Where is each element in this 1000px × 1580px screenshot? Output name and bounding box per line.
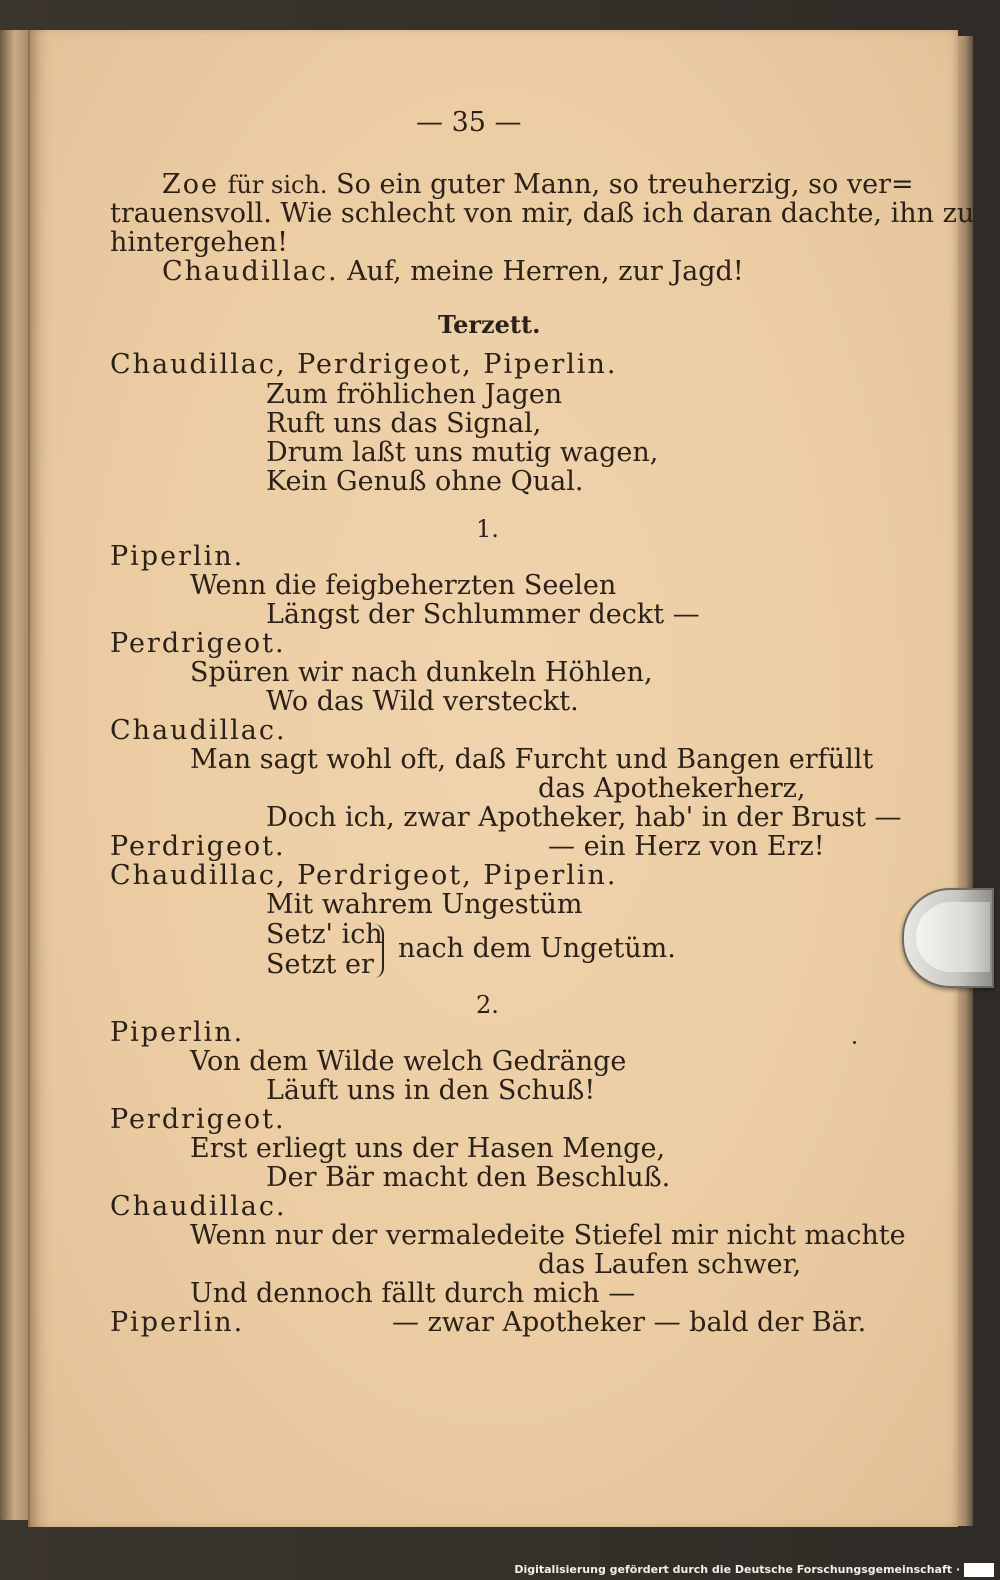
speaker-perdrigeot: Perdrigeot. xyxy=(110,628,286,659)
curly-brace xyxy=(370,924,384,978)
intro-text-4: Auf, meine Herren, zur Jagd! xyxy=(347,256,744,287)
verse-line: Mit wahrem Ungestüm xyxy=(266,889,583,920)
verse-line: das Laufen schwer, xyxy=(538,1249,802,1280)
verse-line: Wo das Wild versteckt. xyxy=(266,686,579,717)
verse-line: Und dennoch fällt durch mich — xyxy=(190,1278,636,1309)
verse-line: das Apothekerherz, xyxy=(538,773,806,804)
verse-line: Man sagt wohl oft, daß Furcht und Bangen erfüllt xyxy=(190,744,874,775)
speaker-chaudillac: Chaudillac. xyxy=(162,256,339,287)
ink-speck xyxy=(853,1041,856,1044)
verse-number-1: 1. xyxy=(476,515,499,543)
speaker-perdrigeot: Perdrigeot. xyxy=(110,831,286,862)
speaker-all: Chaudillac, Perdrigeot, Piperlin. xyxy=(110,860,618,891)
verse-line: Läuft uns in den Schuß! xyxy=(266,1075,596,1106)
dfg-logo xyxy=(964,1563,994,1577)
section-title: Terzett. xyxy=(438,310,541,339)
verse-line: Wenn nur der vermaledeite Stiefel mir nicht machte xyxy=(190,1220,906,1251)
brace-line-a: Setz' ich xyxy=(266,919,383,950)
brace-text: nach dem Ungetüm. xyxy=(398,933,676,964)
speaker-piperlin: Piperlin. xyxy=(110,541,245,572)
intro-line-4 xyxy=(162,257,744,287)
intro-line-1 xyxy=(162,170,914,200)
chorus-speakers: Chaudillac, Perdrigeot, Piperlin. xyxy=(110,349,618,380)
brace-line-b: Setzt er xyxy=(266,949,374,980)
intro-text-1: So ein guter Mann, so treuherzig, so ver= xyxy=(336,169,914,200)
page-number: — 35 — xyxy=(416,107,522,138)
chorus-line: Zum fröhlichen Jagen xyxy=(266,379,563,410)
verse-line: Wenn die feigbeherzten Seelen xyxy=(190,570,617,601)
chorus-line: Drum laßt uns mutig wagen, xyxy=(266,437,659,468)
speaker-zoe: Zoe xyxy=(162,169,219,200)
speaker-piperlin: Piperlin. xyxy=(110,1017,245,1048)
verse-line: Erst erliegt uns der Hasen Menge, xyxy=(190,1133,666,1164)
intro-line-2: trauensvoll. Wie schlecht von mir, daß ich daran dachte, ihn zu xyxy=(110,198,975,229)
chorus-line: Ruft uns das Signal, xyxy=(266,408,542,439)
intro-line-3: hintergehen! xyxy=(110,227,289,258)
chorus-line: Kein Genuß ohne Qual. xyxy=(266,466,584,497)
verse-number-2: 2. xyxy=(476,991,499,1019)
speaker-perdrigeot: Perdrigeot. xyxy=(110,1104,286,1135)
verse-line: Spüren wir nach dunkeln Höhlen, xyxy=(190,657,653,688)
verse-line: Längst der Schlummer deckt — xyxy=(266,599,700,630)
footer-credit: Digitalisierung gefördert durch die Deutsche Forschungsgemeinschaft · xyxy=(514,1563,960,1576)
speaker-piperlin: Piperlin. xyxy=(110,1307,245,1338)
page-clip-tab xyxy=(902,888,994,988)
verse-line: Von dem Wilde welch Gedränge xyxy=(190,1046,627,1077)
speaker-chaudillac: Chaudillac. xyxy=(110,715,287,746)
stage-direction: für sich. xyxy=(227,171,328,199)
verse-line: — zwar Apotheker — bald der Bär. xyxy=(392,1307,867,1338)
verse-line: Der Bär macht den Beschluß. xyxy=(266,1162,671,1193)
verse-line: — ein Herz von Erz! xyxy=(548,831,825,862)
speaker-chaudillac: Chaudillac. xyxy=(110,1191,287,1222)
verse-line: Doch ich, zwar Apotheker, hab' in der Brust — xyxy=(266,802,902,833)
